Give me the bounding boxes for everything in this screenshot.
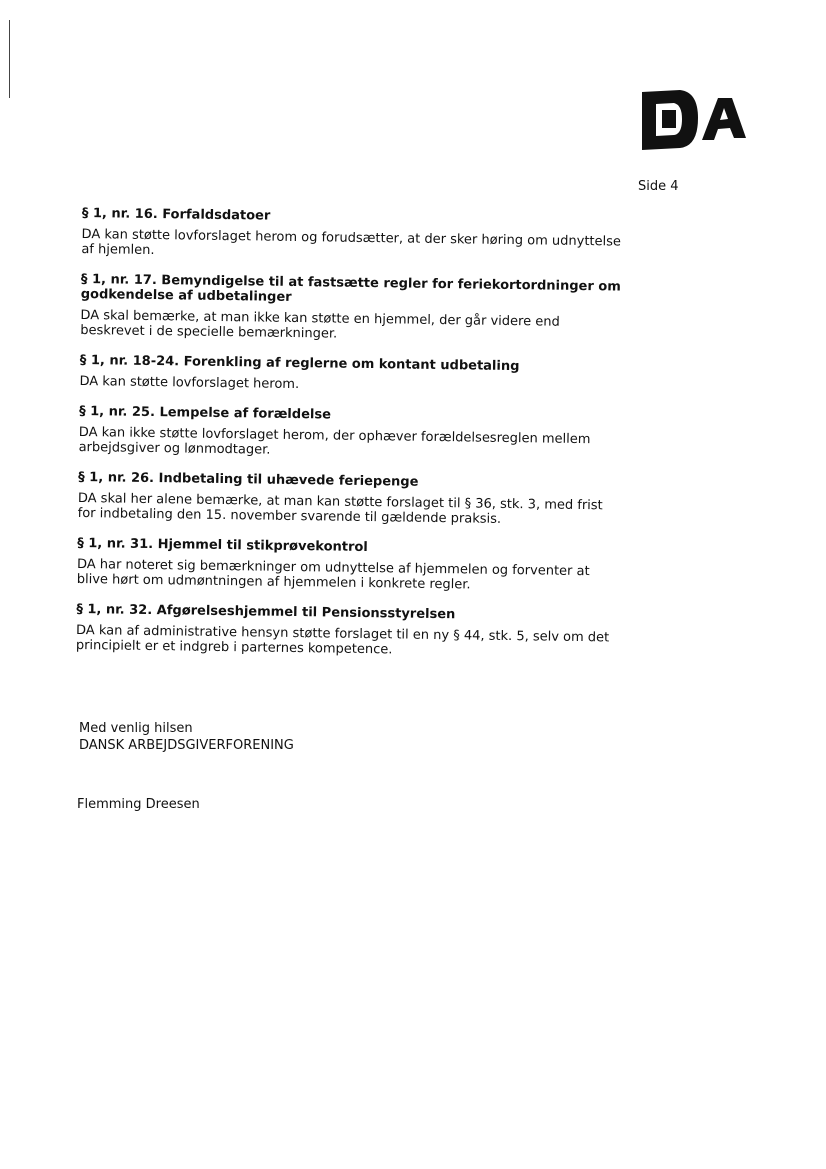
letter-body [76, 206, 628, 676]
section-nr-31 [77, 536, 624, 595]
section-heading: § 1, nr. 26. Indbetaling til uhævede feriepenge [78, 469, 419, 490]
page-number: Side 4 [638, 179, 679, 194]
section-text: DA skal bemærke, at man ikke kan støtte en hjemmel, der går videre end beskrevet i de specielle bemærkninger. [80, 307, 560, 342]
greeting: Med venlig hilsen [79, 721, 193, 736]
section-nr-32 [76, 602, 623, 661]
section-text: DA kan støtte lovforslaget herom og forudsætter, at der sker høring om udnyttelse af hjemlen. [81, 226, 622, 259]
closing-block [79, 720, 294, 754]
signatory-name: Flemming Dreesen [77, 797, 200, 812]
section-heading: § 1, nr. 16. Forfaldsdatoer [81, 206, 271, 224]
section-text: DA kan ikke støtte lovforslaget herom, der ophæver forældelsesreglen mellem arbejdsgiver og lønmodtager. [78, 424, 591, 458]
section-heading: § 1, nr. 18-24. Forenkling af reglerne om kontant udbetaling [79, 352, 520, 375]
section-heading: § 1, nr. 32. Afgørelseshjemmel til Pensionsstyrelsen [76, 601, 456, 623]
da-logo [640, 88, 748, 152]
section-heading: § 1, nr. 25. Lempelse af forældelse [79, 403, 332, 423]
scan-edge-line [9, 20, 10, 98]
section-nr-17 [80, 272, 627, 346]
section-text: DA kan støtte lovforslaget herom. [79, 373, 300, 393]
organization-name: DANSK ARBEJDSGIVERFORENING [79, 738, 294, 753]
section-heading: § 1, nr. 31. Hjemmel til stikprøvekontrol [77, 535, 368, 556]
section-nr-16 [81, 206, 628, 265]
section-nr-18-24 [79, 353, 625, 397]
section-text: DA skal her alene bemærke, at man kan støtte forslaget til § 36, stk. 3, med frist for indbetaling den 15. november svarende til gældende praksis. [77, 490, 603, 527]
section-nr-26 [78, 470, 625, 529]
section-heading: § 1, nr. 17. Bemyndigelse til at fastsætte regler for feriekortordninger om godkendelse af udbetalinger [80, 271, 621, 305]
section-text: DA kan af administrative hensyn støtte forslaget til en ny § 44, stk. 5, selv om det principielt er et indgreb i parternes kompetence. [75, 622, 610, 658]
section-nr-25 [79, 404, 626, 463]
section-text: DA har noteret sig bemærkninger om udnyttelse af hjemmelen og forventer at blive hørt om udmøntningen af hjemmelen i konkrete regler. [76, 556, 590, 593]
